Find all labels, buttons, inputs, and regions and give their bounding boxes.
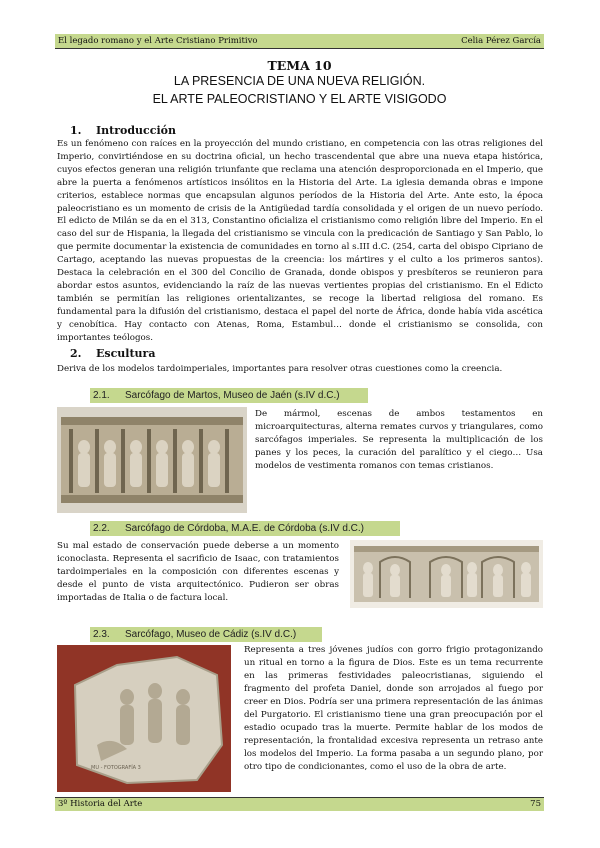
- sarcofago-martos-photo: [57, 407, 247, 513]
- subsection-2-1-heading: [90, 388, 368, 403]
- section-1-heading: [70, 124, 176, 137]
- subsection-2-3-heading: [90, 627, 322, 642]
- section-1-title: Introducción: [96, 124, 176, 137]
- subsection-2-1-text: De mármol, escenas de ambos testamentos en microarquitecturas, alterna remates curvos y triangulares, como sarcófagos imperiales. Se representa la multiplicación de los panes y los peces, la curación del paralítico y el ciego… Usa modelos de vestimenta romanos con temas cristianos.: [255, 409, 543, 471]
- subsection-2-3-title: Sarcófago, Museo de Cádiz (s.IV d.C.): [125, 629, 297, 640]
- header-right: Celia Pérez García: [461, 36, 541, 46]
- sarcofago-cadiz-photo: [57, 645, 231, 792]
- sarcofago-cordoba-photo: [350, 540, 543, 608]
- section-2-text: Deriva de los modelos tardoimperiales, importantes para resolver otras cuestiones como la creencia.: [57, 364, 503, 374]
- subsection-2-2-title: Sarcófago de Córdoba, M.A.E. de Córdoba (s.IV d.C.): [125, 523, 365, 534]
- title-line-2: EL ARTE PALEOCRISTIANO Y EL ARTE VISIGODO: [152, 92, 447, 106]
- section-2-number: 2.: [70, 347, 82, 360]
- subsection-2-1-number: 2.1.: [93, 390, 110, 401]
- section-1-number: 1.: [70, 124, 82, 137]
- page-header: [55, 34, 544, 49]
- subsection-2-2-number: 2.2.: [93, 523, 110, 534]
- subsection-2-2-text: Su mal estado de conservación puede deberse a un momento iconoclasta. Representa el sacrificio de Isaac, con tratamientos tardoimperiales en la composición con diferentes escenas y desde el punto de vista arquitectónico. Pudieron ser obras importadas de Italia o de factura local.: [57, 541, 339, 603]
- section-1-text: Es un fenómeno con raíces en la proyección del mundo cristiano, en competencia con las otras religiones del Imperio, convirtiéndose en su doctrina oficial, un hecho trascendental que abre una nueva etapa histórica, cuyos efectos generan una religión triunfante que reclama una atención desproporcionada en el Imperio, que abre la puerta a fenómenos artísticos insólitos en la Historia del Arte. La iglesia demanda obras e impone criterios, establece normas que encapsulan algunos períodos de la Historia del Arte. Ante esto, la época paleocristiano es un momento de crisis de la Antigüedad tardía consolidada y el origen de un nuevo período. El edicto de Milán se da en el 313, Constantino oficializa el cristianismo como religión libre del Imperio. En el caso del sur de Hispania, la llegada del cristianismo se vincula con la predicación de Santiago y San Pablo, lo que permite documentar la existencia de comunidades en torno al s.III d.C. (254, carta del obispo Cipriano de Cartago, aceptando las nuevas propuestas de la creencia: los mártires y el culto a los primeros santos). Destaca la celebración en el 300 del Concilio de Granada, donde obispos y presbíteros se reunieron para abordar estos asuntos, evidenciando la raíz de las nuevas vertientes propias del cristianismo. En el Edicto también se permitían las religiones orientalizantes, se recoge la libertad religiosa del romano. Es fundamental para la difusión del cristianismo, destaca el papel del norte de África, donde había vida ascética y cenobítica. Hay contacto con Atenas, Roma, Estambul… donde el cristianismo se consolida, con importantes teólogos.: [57, 139, 543, 343]
- subsection-2-2-heading: [90, 521, 400, 536]
- footer-left: 3º Historia del Arte: [58, 799, 143, 809]
- section-2-heading: [70, 347, 155, 360]
- page-footer: [55, 797, 544, 811]
- page-number: 75: [530, 799, 541, 809]
- subsection-2-3-number: 2.3.: [93, 629, 110, 640]
- subsection-2-3-text: Representa a tres jóvenes judíos con gorro frigio protagonizando un ritual en torno a la figura de Dios. Este es un tema recurrente en las primeras festividades paleocristianas, siguiendo el fragmento del profeta Daniel, donde son arrojados al fuego por creer en Dios. Podría ser una primera representación de las ánimas del Purgatorio. El cristianismo tiene una gran preocupación por el estadio ocupado tras la muerte. Permite hablar de los modos de representación, la frontalidad excesiva representa un retraso ante los modelos del Imperio. La forma pasaba a un segundo plano, por otro tipo de condicionantes, como el uso de la obra de arte.: [244, 645, 543, 772]
- tema-title: TEMA 10: [267, 58, 332, 73]
- header-left: El legado romano y el Arte Cristiano Primitivo: [58, 36, 258, 46]
- photo-watermark: MU - FOTOGRAFÍA 3: [91, 765, 141, 771]
- section-2-title: Escultura: [96, 347, 156, 360]
- title-line-1: LA PRESENCIA DE UNA NUEVA RELIGIÓN.: [173, 74, 426, 88]
- subsection-2-1-title: Sarcófago de Martos, Museo de Jaén (s.IV d.C.): [125, 390, 340, 401]
